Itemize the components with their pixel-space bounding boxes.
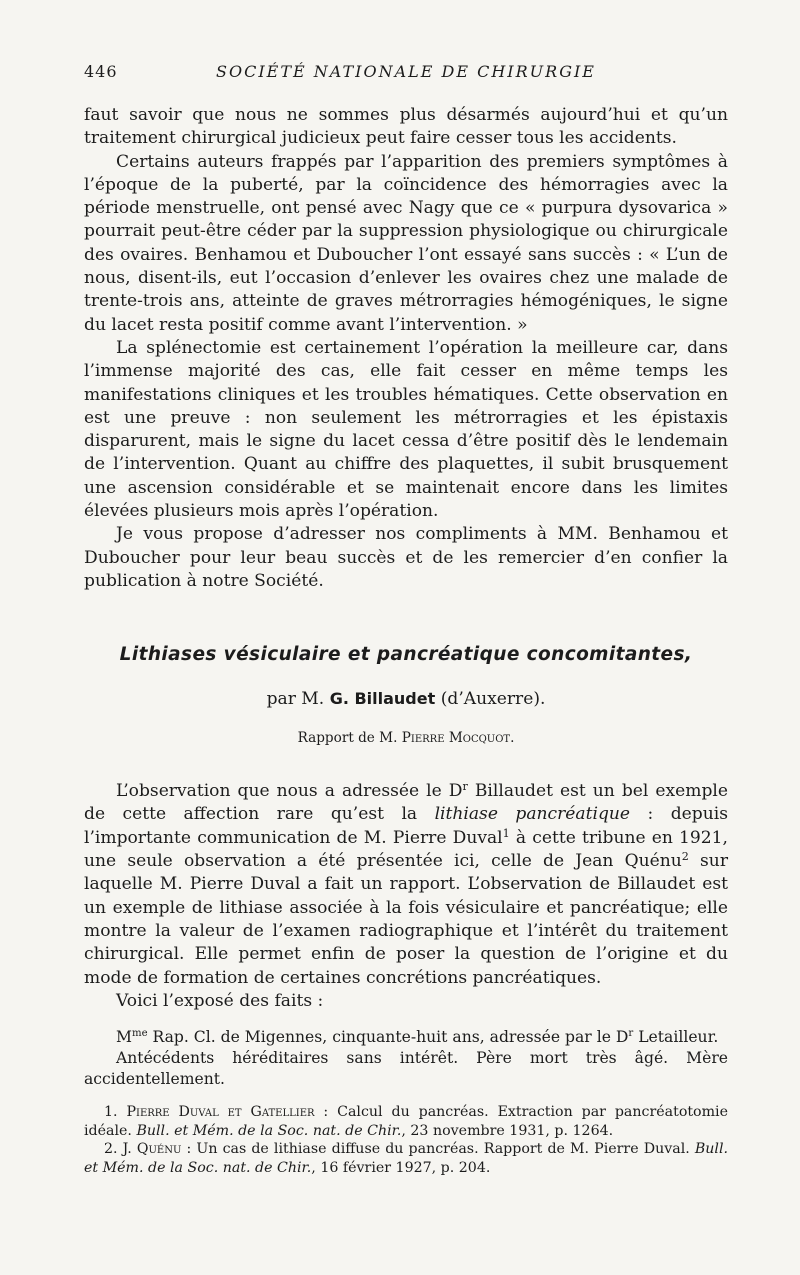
paragraph: Je vous propose d’adresser nos compliments à MM. Benhamou et Duboucher pour leur beau succès et de les remercier d’en confier la publication à notre Société. — [84, 524, 728, 591]
footnote-authors: Pierre Duval et Gatellier — [126, 1104, 315, 1120]
byline-author: G. Billaudet — [329, 688, 436, 708]
footnote-journal: Bull. et Mém. de la Soc. nat. de Chir. — [84, 1141, 728, 1176]
paragraph — [84, 780, 728, 990]
page-number: 446 — [84, 62, 118, 81]
superscript: r — [462, 780, 468, 794]
text-run: sur laquelle M. Pierre Duval a fait un rapport. L’observation de Billaudet est un exemple de lithiase associée à la fois vésiculaire et pancréatique; elle montre la valeur de l’examen radiographique et l’intérêt du traitement chirurgical. Elle permet enfin de poser la question de l’origine et du mode de formation de certaines concrétions pancréatiques. — [84, 851, 728, 988]
byline-prefix: par M. — [266, 688, 325, 709]
report-author: Pierre Mocquot. — [401, 729, 515, 746]
report-prefix: Rapport de M. — [297, 729, 398, 746]
footnote-journal: Bull. et Mém. de la Soc. nat. de Chir. — [136, 1122, 402, 1139]
journal-title: SOCIÉTÉ NATIONALE DE CHIRURGIE — [216, 62, 596, 81]
footnote-ref: 2 — [681, 850, 689, 864]
italic-term: lithiase pancréatique — [434, 804, 631, 825]
case-text — [84, 1027, 728, 1089]
body-text — [84, 104, 728, 1089]
paragraph: La splénectomie est certainement l’opération la meilleure car, dans l’immense majorité des cas, elle fait cesser en même temps les manifestations cliniques et les troubles hématiques. Cette observation en est une preuve : non seulement les métrorragies et les épistaxis disparurent, mais le signe du lacet cessa d’être positif dès le lendemain de l’intervention. Quant au chiffre des plaquettes, il subit brusquement une ascension considérable et se maintenait encore dans les limites élevées plusieurs mois après l’opération. — [84, 337, 728, 522]
footnote-text: , 16 février 1927, p. 204. — [311, 1159, 491, 1176]
superscript: r — [628, 1028, 634, 1040]
footnote-ref: 1 — [502, 826, 510, 840]
footnote-text: , 23 novembre 1931, p. 1264. — [401, 1122, 614, 1139]
running-head — [84, 62, 728, 86]
footnote — [84, 1140, 728, 1177]
footnote-text: : Un cas de lithiase diffuse du pancréas. Rapport de M. Pierre Duval. — [181, 1141, 695, 1158]
footnote-authors: J. Quénu — [122, 1141, 182, 1158]
article-title: Lithiases vésiculaire et pancréatique concomitantes, — [119, 644, 693, 666]
text-run: M — [116, 1028, 132, 1047]
footnotes — [84, 1103, 728, 1177]
paragraph: Antécédents héréditaires sans intérêt. Père mort très âgé. Mère accidentellement. — [84, 1048, 728, 1088]
footnote — [84, 1103, 728, 1140]
footnote-text: : Calcul du pancréas. Extraction par pancréatotomie idéale. — [84, 1104, 728, 1139]
paragraph: Certains auteurs frappés par l’apparition des premiers symptômes à l’époque de la puberté, par la coïncidence des hémorragies avec la période menstruelle, ont pensé avec Nagy que ce « purpura dysovarica » pourrait peut-être céder par la suppression physiologique ou chirurgicale des ovaires. Benhamou et Duboucher l’ont essayé sans succès : « L’un de nous, disent-ils, eut l’occasion d’enlever les ovaires chez une malade de trente-trois ans, atteinte de graves métrorragies hémogéniques, le signe du lacet resta positif comme avant l’intervention. » — [84, 151, 728, 335]
footnote-number: 1. — [104, 1104, 118, 1120]
byline-place: (d’Auxerre). — [440, 688, 546, 709]
text-run: Rap. Cl. de Migennes, cinquante-huit ans, adressée par le D — [147, 1028, 629, 1047]
text-run: à cette tribune en 1921, une seule observation a été présentée ici, celle de Jean Quénu — [84, 827, 728, 872]
text-run: Letailleur. — [633, 1028, 719, 1047]
paragraph: Voici l’exposé des faits : — [116, 990, 324, 1011]
footnote-number: 2. — [104, 1141, 118, 1158]
superscript: me — [131, 1028, 148, 1040]
report-line — [84, 727, 728, 750]
text-run: : depuis l’importante communication de M. Pierre Duval — [84, 804, 728, 848]
text-run: L’observation que nous a adressée le D — [116, 781, 463, 802]
byline — [84, 687, 728, 711]
paragraph: faut savoir que nous ne sommes plus désarmés aujourd’hui et qu’un traitement chirurgical judicieux peut faire cesser tous les accidents. — [84, 105, 728, 149]
paragraph — [84, 1027, 728, 1048]
text-run: Billaudet est un bel exemple de cette affection rare qu’est la — [84, 781, 729, 825]
